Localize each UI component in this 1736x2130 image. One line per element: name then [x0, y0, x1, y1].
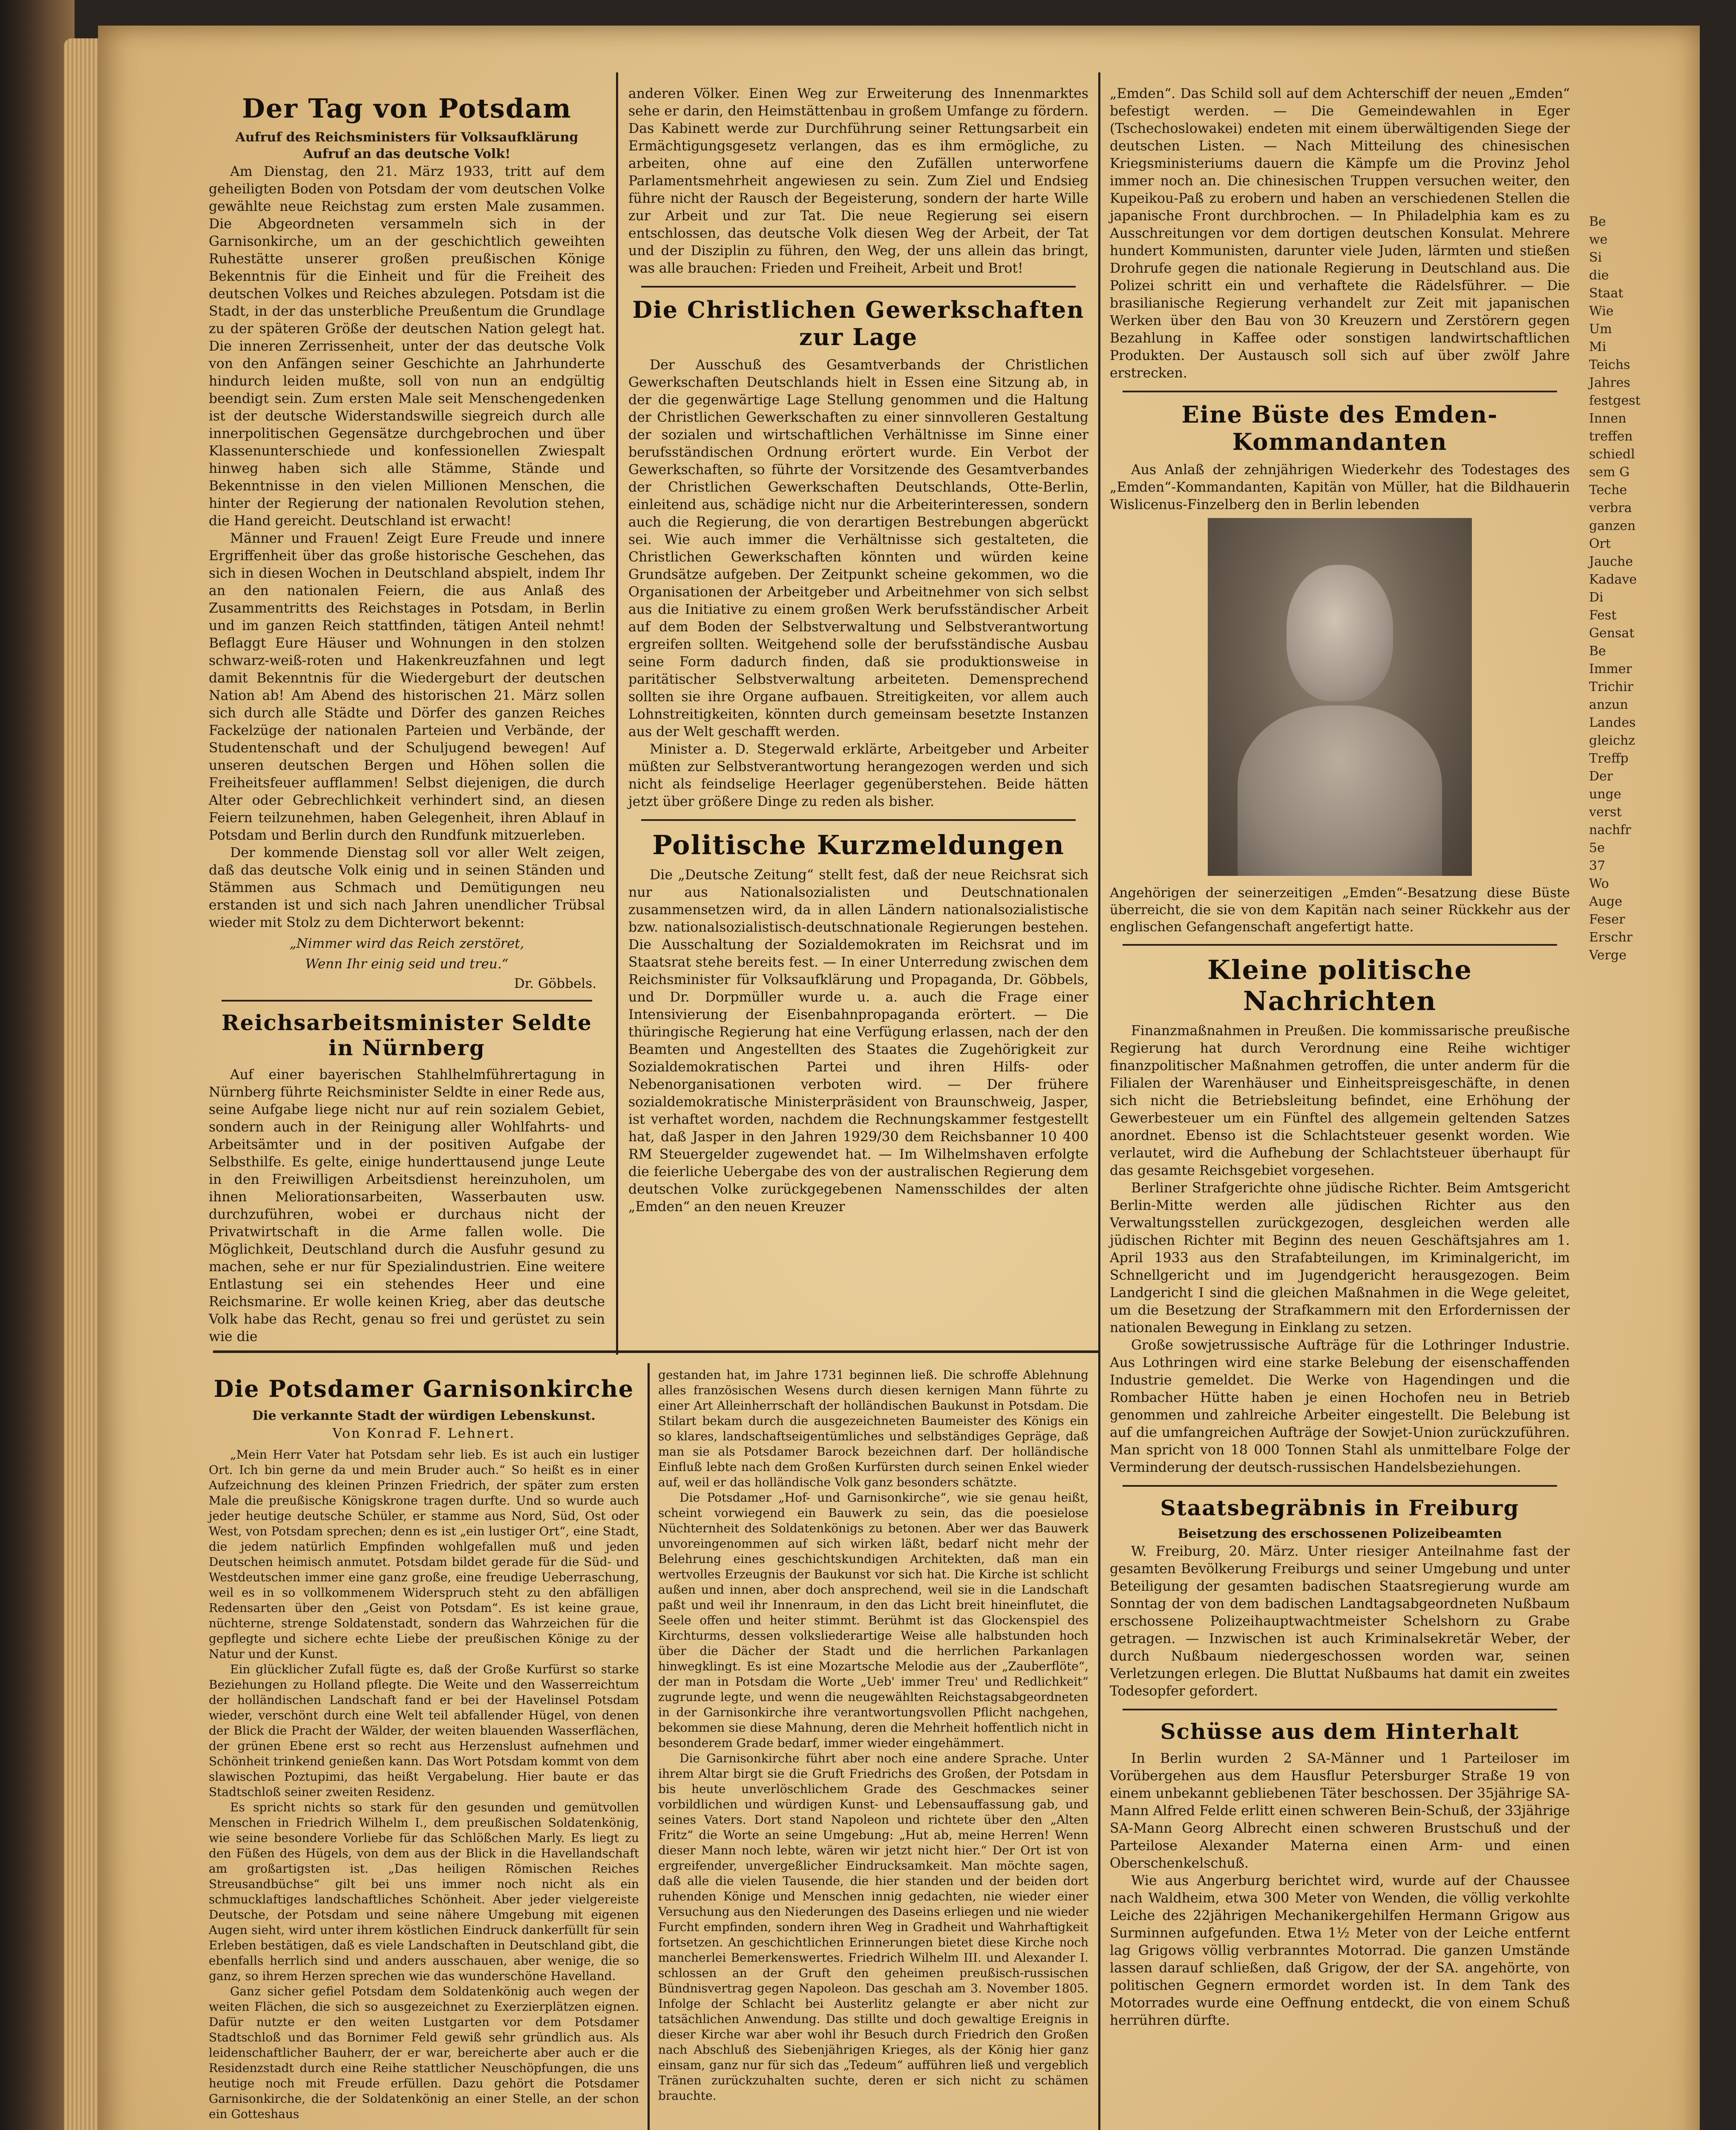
clipped-word: gleichz — [1589, 733, 1635, 748]
clipped-word: Be — [1589, 644, 1606, 659]
article-tag-von-potsdam — [209, 93, 605, 991]
clipped-text — [1585, 85, 1674, 964]
clipped-word: we — [1589, 232, 1608, 247]
clipped-word: Immer — [1589, 662, 1632, 676]
paragraph: W. Freiburg, 20. März. Unter riesiger Anteilnahme fast der gesamten Bevölkerung Freiburgs und seiner Umgebung und unter Beteiligung der gesamten badischen Staatsregierung wurde am Sonntag der von dem badischen Landtagsabgeordneten Nußbaum erschossene Polizeihauptwachtmeister Schelshorn zu Grabe getragen. — Inzwischen ist auch Kriminalsekretär Weber, der durch Nußbaum niedergeschossen worden war, seinen Verletzungen erlegen. Die Bluttat Nußbaums hat damit ein zweites Todesopfer gefordert. — [1110, 1544, 1570, 1699]
article-separator — [641, 286, 1076, 288]
signature: Dr. Göbbels. — [514, 976, 596, 991]
column-rule-2 — [1098, 72, 1100, 2130]
column-3 — [1110, 85, 1570, 2038]
clipped-word: nachfr — [1589, 823, 1631, 838]
paragraph: Aus Anlaß der zehnjährigen Wiederkehr des Todestages des „Emden“-Kommandanten, Kapitän von Müller, hat die Bildhauerin Wislicenus-Finzelberg den in Berlin lebenden — [1110, 462, 1570, 512]
paragraph: Männer und Frauen! Zeigt Eure Freude und innere Ergriffenheit über das große historische Geschehen, das sich in diesen Wochen in Deutschland abspielt, indem Ihr an den nationalen Feiern, die aus Anlaß des Zusammentritts des Reichstages in Potsdam, in Berlin und im ganzen Reich stattfinden, tätigen Anteil nehmt! Beflaggt Eure Häuser und Wohnungen in den stolzen schwarz-weiß-roten und Hakenkreuzfahnen und legt damit Bekenntnis für die Wiedergeburt der deutschen Nation ab! Am Abend des historischen 21. März sollen sich durch alle Städte und Dörfer des ganzen Reiches Fackelzüge der nationalen Parteien und Verbände, der Studentenschaft und der Schuljugend bewegen! Auf unseren deutschen Bergen und Höhen sollen die Freiheitsfeuer aufflammen! Selbst diejenigen, die durch Alter oder Gebrechlichkeit verhindert sind, an diesen Feiern teilzunehmen, haben Gelegenheit, ihren Ablauf in Potsdam und Berlin durch den Rundfunk mitzuerleben. — [209, 531, 605, 843]
subheadline: Beisetzung des erschossenen Polizeibeamten — [1177, 1526, 1502, 1541]
article-kleine-nachrichten — [1110, 954, 1570, 1477]
clipped-word: schiedl — [1589, 447, 1635, 462]
bust-photo — [1208, 518, 1472, 876]
paragraph: Die Potsdamer „Hof- und Garnisonkirche“, wie sie genau heißt, scheint vorwiegend ein Bauwerk zu sein, das die poesielose Nüchternheit des Soldatenkönigs zu betonen. Aber wer das Bauwerk unvoreingenommen auf sich wirken läßt, bedarf nicht mehr der Belehrung eines geschichtskundigen Architekten, daß man ein wertvolles Erzeugnis der Baukunst vor sich hat. Die Kirche ist schlicht außen und innen, aber doch ansprechend, weil sie in die Landschaft paßt und weil ihr Innenraum, in den das Licht breit hineinflutet, die Seele offen und heiter stimmt. Berühmt ist das Glockenspiel des Kirchturms, dessen volksliederartige Weise alle halbstunden hoch über die Dächer der Stadt und die herrlichen Parkanlagen hinwegklingt. Es ist eine Mozartsche Melodie aus der „Zauberflöte“, der man in Potsdam die Worte „Ueb' immer Treu' und Redlichkeit“ zugrunde legte, und wenn die neugewählten Reichstagsabgeordneten in der Garnisonkirche ihre verantwortungsvollen Pflicht nachgehen, bekommen sie diese Mahnung, deren die Mehrheit hoffentlich nicht in besonderem Grade bedarf, immer wieder eingehämmert. — [658, 1491, 1088, 1750]
clipped-word: verst — [1589, 805, 1622, 820]
clipped-word: Fest — [1589, 608, 1617, 623]
photo-caption: Angehörigen der seinerzeitigen „Emden“-Besatzung diese Büste überreicht, die sie von dem Kapitän nach seiner Rückkehr aus der englischen Gefangenschaft angefertigt hatte. — [1110, 885, 1570, 935]
paragraph: Finanzmaßnahmen in Preußen. Die kommissarische preußische Regierung hat durch Verordnung eine Reihe wichtiger finanzpolitischer Maßnahmen getroffen, die unter anderm für die Filialen der Warenhäuser und Einheitspreisgeschäfte, in denen sich nicht die Betriebsleitung befindet, eine Erhöhung der Gewerbesteuer um ein Fünftel des allgemein geltenden Satzes anordnet. Ebenso ist die Schlachtsteuer gesenkt worden. Wie verlautet, wird die Aufhebung der Schlachtsteuer überhaupt für das gesamte Reichsgebiet vorgesehen. — [1110, 1023, 1570, 1178]
paragraph-continued: gestanden hat, im Jahre 1731 beginnen ließ. Die schroffe Ablehnung alles französischen Wesens durch diesen kernigen Mann führte zu einer Art Alleinherrschaft der holländischen Baukunst in Potsdam. Die Stilart bekam durch die ausgezeichneten Baumeister des Königs ein so klares, landschaftseigentümliches und selbständiges Gepräge, daß man sie als Potsdamer Barock bezeichnen darf. Der holländische Einfluß lebte nach dem Großen Kurfürsten durch seinen Enkel wieder auf, weil er das holländische Volk ganz besonders schätzte. — [658, 1368, 1088, 1489]
author-line: Von Konrad F. Lehnert. — [332, 1426, 515, 1441]
article-separator — [222, 1000, 592, 1002]
feuilleton-right — [658, 1367, 1088, 2104]
article-christliche-gewerkschaften — [628, 296, 1088, 811]
paragraph: Minister a. D. Stegerwald erklärte, Arbeitgeber und Arbeiter müßten zur Selbstverantwortung herangezogen werden und sich nicht als feindselige Heerlager gegenüberstehen. Beide hätten jetzt über größere Dinge zu reden als bisher. — [628, 742, 1088, 809]
poem-line: Wenn Ihr einig seid und treu.“ — [305, 956, 509, 972]
article-schuesse — [1110, 1719, 1570, 2029]
paragraph: Ganz sicher gefiel Potsdam dem Soldatenkönig auch wegen der weiten Flächen, die sich so ausgezeichnet zu Exerzierplätzen eignen. Dafür nutzte er den weiten Lustgarten vor dem Potsdamer Stadtschloß und das Bornimer Feld gewiß sehr gründlich aus. Als leidenschaftlicher Bauherr, der er war, bereicherte aber auch er die Residenzstadt durch eine Reihe stattlicher Neuschöpfungen, die uns heutige noch mit Freude erfüllen. Dazu gehört die Potsdamer Garnisonkirche, die der Soldatenkönig an einer Stelle, an der schon ein Gotteshaus — [209, 1984, 639, 2121]
clipped-word: Mi — [1589, 340, 1606, 354]
clipped-word: Gensat — [1589, 626, 1635, 641]
paragraph: Berliner Strafgerichte ohne jüdische Richter. Beim Amtsgericht Berlin-Mitte werden alle jüdischen Richter aus den Verwaltungsstellen zurückgezogen, desgleichen werden alle jüdischen Richter mit Beginn des neuen Geschäftsjahres am 1. April 1933 aus den Strafabteilungen, im Kriminalgericht, im Schnellgericht und im Jugendgericht herausgezogen. Beim Landgericht I sind die gleichen Maßnahmen in die Wege geleitet, um die Besetzung der Strafkammern mit den Erfordernissen der nationalen Bewegung in Einklang zu setzen. — [1110, 1180, 1570, 1336]
article-separator — [1123, 391, 1557, 392]
column-1 — [209, 85, 605, 1354]
headline: Politische Kurzmeldungen — [652, 829, 1065, 861]
clipped-word: Si — [1589, 250, 1602, 265]
paragraph: Es spricht nichts so stark für den gesunden und gemütvollen Menschen in Friedrich Wilhelm I., dem preußischen Soldatenkönig, wie seine besondere Vorliebe für das Schlößchen Marly. Es liegt zu den Füßen des Hügels, von dem aus der Blick in die Havellandschaft am großartigsten ist. „Das heiligen Römischen Reiches Streusandbüchse“ gilt bei uns immer noch nicht als ein schmucklaftiges landschaftliches Schönheit. Aber jeder vielgereiste Deutsche, der Potsdam und seine nähere Umgebung mit eigenen Augen sieht, wird unter ihrem köstlichen Eindruck dankerfüllt für sein Erleben bestätigen, daß es viele Landschaften in Deutschland gibt, die ebenfalls herrlich sind und anders ausschauen, aber wenige, die so ganz, so ihrem Herzen sprechen wie das wunderschöne Havelland. — [209, 1800, 639, 1983]
column-rule-1 — [616, 72, 618, 1355]
newspaper-page — [98, 26, 1700, 2130]
paragraph: „Mein Herr Vater hat Potsdam sehr lieb. Es ist auch ein lustiger Ort. Ich bin gerne da und mein Bruder auch.“ So heißt es in einer Aufzeichnung des kleinen Prinzen Friedrich, der später zum ersten Male die preußische Königskrone tragen durfte. Und so wurde auch jeder heutige deutsche Schüler, er stamme aus Nord, Süd, Ost oder West, von Potsdam sprechen; denn es ist „ein lustiger Ort“, eine Stadt, die jedem natürlich Empfinden wohlgefallen muß und jeden Deutschen heimisch anmutet. Potsdam bildet gerade für die Süd- und Westdeutschen immer eine ganz große, eine freudige Ueberraschung, weil es in so vollkommenem Widerspruch steht zu den abfälligen Redensarten über den „Geist von Potsdam“. Es ist keine graue, nüchterne, strenge Soldatenstadt, sondern das Wahrzeichen für die gepflegte und sichere echte Liebe der preußischen Könige zu der Natur und der Kunst. — [209, 1448, 639, 1661]
clipped-word: Teche — [1589, 483, 1627, 498]
clipped-word: Um — [1589, 322, 1612, 337]
clipped-word: Innen — [1589, 411, 1627, 426]
clipped-word: Di — [1589, 590, 1604, 605]
paragraph: Der Ausschuß des Gesamtverbands der Christlichen Gewerkschaften Deutschlands hielt in Essen eine Sitzung ab, in der die gegenwärtige Lage Stellung genommen und die Haltung der Christlichen Gewerkschaften zu einer sinnvolleren Gestaltung der sozialen und wirtschaftlichen Verhältnisse im Sinne einer berufsständischen Ordnung erörtert wurde. Ein Verbot der Gewerkschaften, so führte der Vorsitzende des Gesamtverbandes der Christlichen Gewerkschaften Deutschlands, Otte-Berlin, einleitend aus, schädige nicht nur die Arbeiterinteressen, sondern auch die Regierung, die von derartigen Bestrebungen abgerückt sei. Wie auch immer die Verhältnisse sich gestalteten, die Christlichen Gewerkschaften könnten und würden keine Grundsätze aufgeben. Der Zeitpunkt scheine gekommen, wo die Organisationen der Arbeitgeber und Arbeitnehmer von sich selbst aus die Initiative zu einem großen Werk berufsständischer Arbeit auf dem Boden der Selbstverwaltung und Selbstverantwortung ergreifen sollten. Weitgehend solle der berufsständische Ausbau seine Form dadurch finden, daß sie produktionsweise in paritätischer Selbstverwaltung arbeiteten. Demensprechend sollten sie ihre Organe aufbauen. Streitigkeiten, vor allem auch Lohnstreitigkeiten, könnten durch gemeinsam besetzte Instanzen aus der Welt geschafft werden. — [628, 357, 1088, 740]
column-rule-3 — [648, 1363, 650, 2130]
headline: Die Potsdamer Garnisonkirche — [213, 1375, 634, 1402]
subheadline: Aufruf des Reichsministers für Volksaufklärung — [235, 130, 579, 145]
article-emden-buste — [1110, 401, 1570, 935]
article-separator — [1123, 1485, 1557, 1487]
clipped-word: 37 — [1589, 858, 1606, 873]
feuilleton-left — [209, 1367, 639, 2122]
book-spine — [0, 0, 75, 2130]
headline: Der Tag von Potsdam — [242, 93, 572, 124]
clipped-word: die — [1589, 268, 1609, 283]
clipped-word: unge — [1589, 787, 1621, 802]
headline: Kleine politische Nachrichten — [1207, 954, 1472, 1016]
paragraph-continued: anderen Völker. Einen Weg zur Erweiterung des Innenmarktes sehe er darin, den Heimstättenbau in großem Umfange zu fördern. Das Kabinett werde zur Durchführung seiner Rettungsarbeit ein Ermächtigungsgesetz verlangen, das es ihm ermögliche, zu arbeiten, ohne auf eine den Zufällen unterworfene Parlamentsmehrheit angewiesen zu sein. Zum Ziel und Endsieg führe nicht der Rausch der Begeisterung, sondern der harte Wille zur Arbeit und zur Tat. Die neue Regierung sei eisern entschlossen, das deutsche Volk diesen Weg der Arbeit, der Tat und der Disziplin zu führen, den Weg, der uns allein das bringt, was alle brauchen: Frieden und Freiheit, Arbeit und Brot! — [628, 86, 1088, 276]
article-separator — [1123, 944, 1557, 946]
clipped-word: Der — [1589, 769, 1613, 784]
clipped-word: Wo — [1589, 876, 1609, 891]
clipped-word: sem G — [1589, 465, 1630, 480]
headline: Eine Büste des Emden-Kommandanten — [1181, 401, 1498, 455]
paragraph: Die „Deutsche Zeitung“ stellt fest, daß der neue Reichsrat sich nur aus Nationalsozialisten und Deutschnationalen zusammensetzen wird, da in allen Ländern nationalsozialistische bzw. nationalsozialistisch-deutschnationale Regierungen bestehen. Die Ausschaltung der Sozialdemokraten im Reichsrat und im Staatsrat stehe bereits fest. — In einer Unterredung zwischen dem Reichsminister für Volksaufklärung und Propaganda, Dr. Göbbels, und Dr. Dorpmüller wurde u. a. auch die Frage einer Intensivierung der Eisenbahnpropaganda erörtert. — Die thüringische Regierung hat eine Verfügung erlassen, nach der den Beamten und Angestellten des Staates die Zugehörigkeit zur Sozialdemokratischen Partei und ihren Hilfs- oder Nebenorganisationen verboten wird. — Der frühere sozialdemokratische Ministerpräsident von Braunschweig, Jasper, ist verhaftet worden, nachdem die Rechnungskammer festgestellt hat, daß Jasper in den Jahren 1929/30 dem Reichsbanner 10 400 RM Steuergelder zugewendet hat. — Im Wilhelmshaven erfolgte die feierliche Uebergabe des von der australischen Regierung dem deutschen Volke zurückgegebenen Namensschildes der alten „Emden“ an den neuen Kreuzer — [628, 867, 1088, 1215]
paragraph: Ein glücklicher Zufall fügte es, daß der Große Kurfürst so starke Beziehungen zu Holland pflegte. Die Weite und den Wasserreichtum der holländischen Landschaft fand er bei der Havelinsel Potsdam wieder, verschönt durch eine Welt teil abfallender Hügel, von denen der Blick die Pracht der Wälder, der weiten blauenden Wasserflächen, der grünen Ebene erst so recht aus Herzenslust aufnehmen und Schönheit trinkend genießen kann. Das Wort Potsdam kommt von dem slawischen Poztupimi, das heißt Vergabelung. Hier baute er das Stadtschloß seiner zweiten Residenz. — [209, 1662, 639, 1799]
clipped-word: treffen — [1589, 429, 1633, 444]
article-separator — [1123, 1709, 1557, 1710]
clipped-word: Wie — [1589, 304, 1614, 319]
clipped-word: Verge — [1589, 948, 1627, 963]
headline: Schüsse aus dem Hinterhalt — [1160, 1719, 1520, 1744]
clipped-word: Teichs — [1589, 357, 1630, 372]
clipped-word: Ort — [1589, 536, 1611, 551]
paragraph: Große sowjetrussische Aufträge für die Lothringer Industrie. Aus Lothringen wird eine starke Belebung der eisenschaffenden Industrie gemeldet. Die Werke von Hagendingen und die Rombacher Hütte haben je einen Hochofen neu in Betrieb genommen und zahlreiche Arbeiter eingestellt. Die Belebung ist auf die umfangreichen Aufträge der Sowjet-Union zurückzuführen. Man spricht von 18 000 Tonnen Stahl als unmittelbare Folge der Verminderung der deutsch-russischen Handelsbeziehungen. — [1110, 1338, 1570, 1475]
clipped-word: Be — [1589, 214, 1606, 229]
clipped-word: Treffp — [1589, 751, 1629, 766]
clipped-word: Jauche — [1589, 554, 1633, 569]
clipped-word: Jahres — [1589, 375, 1630, 390]
clipped-word: Staat — [1589, 286, 1624, 301]
headline: Reichsarbeitsminister Seldte in Nürnberg — [222, 1010, 592, 1060]
headline: Die Christlichen Gewerkschaften zur Lage — [632, 296, 1085, 351]
clipped-word: Kadave — [1589, 572, 1637, 587]
clipped-word: 5e — [1589, 840, 1605, 855]
article-separator — [641, 819, 1076, 821]
paragraph-continued: „Emden“. Das Schild soll auf dem Achterschiff der neuen „Emden“ befestigt werden. — Die Gemeindewahlen in Eger (Tschechoslowakei) endeten mit einem überwältigenden Siege der deutschen Listen. — Nach Mitteilung des chinesischen Kriegsministeriums dauern die Kämpfe um die Provinz Jehol immer noch an. Die chinesischen Truppen versuchen weiter, den Kupeikou-Paß zu erobern und haben an verschiedenen Stellen die japanische Front durchbrochen. — In Philadelphia kam es zu Ausschreitungen vor dem dortigen deutschen Konsulat. Mehrere hundert Kommunisten, darunter viele Juden, lärmten und stießen Drohrufe gegen die nationale Regierung in Deutschland aus. Die Polizei schritt ein und verhaftete die Rädelsführer. — Die brasilianische Regierung verhandelt zur Zeit mit japanischen Werken über den Bau von 30 Kreuzern und Zerstörern gegen Bezahlung in Kaffee oder sonstigen landwirtschaftlichen Produkten. Der Austausch soll sich auf über zwölf Jahre erstrecken. — [1110, 86, 1570, 381]
clipped-word: ganzen — [1589, 518, 1636, 533]
bust-head — [1287, 565, 1393, 701]
paragraph: Die Garnisonkirche führt aber noch eine andere Sprache. Unter ihrem Altar birgt sie die Gruft Friedrichs des Großen, der Potsdam in bis heute unverlöschlichem Grade des Geschmackes seiner vorbildlichen und würdigen Kunst- und Lebensauffassung gab, und seines Vaters. Dort stand Napoleon und richtete über den „Alten Fritz“ die Worte an seine Umgebung: „Hut ab, meine Herren! Wenn dieser Mann noch lebte, wären wir jetzt nicht hier.“ Der Ort ist von ergreifender, unvergeßlicher Eindrucksamkeit. Man möchte sagen, daß alle die vielen Tausende, die hier standen und der beiden dort ruhenden Könige und Menschen innig gedachten, nie wieder einer Versuchung aus den Niederungen des Daseins erliegen und nie wieder Furcht empfinden, sondern ihren Weg in Gradheit und Wahrhaftigkeit fortsetzen. An geschichtlichen Erinnerungen bietet diese Kirche noch mancherlei Bemerkenswertes. Friedrich Wilhelm III. und Alexander I. schlossen an der Gruft den geheimen preußisch-russischen Bündnisvertrag gegen Napoleon. Das geschah am 3. November 1805. Infolge der Schlacht bei Austerlitz gelangte er aber nicht zur tatsächlichen Anwendung. Das stillte und doch gewaltige Ereignis in dieser Kirche war aber wohl ihr Besuch durch Friedrich den Großen nach Abschluß des Siebenjährigen Krieges, als der König hier ganz einsam, ganz nur für sich das „Tedeum“ aufführen ließ und vergeblich Tränen zurückzuhalten suchte, deren er sich nicht zu schämen brauchte. — [658, 1751, 1088, 2103]
paragraph: Der kommende Dienstag soll vor aller Welt zeigen, daß das deutsche Volk einig und in seinen Ständen und Stämmen aus Schmach und Demütigungen neu erstanden ist und sich nach Jahren unendlicher Trübsal wieder mit Stolz zu dem Dichterwort bekennt: — [209, 845, 605, 930]
clipped-word: Auge — [1589, 894, 1622, 909]
clipped-word: Feser — [1589, 912, 1625, 927]
clipped-word: Erschr — [1589, 930, 1633, 945]
paragraph: Am Dienstag, den 21. März 1933, tritt auf dem geheiligten Boden von Potsdam der vom deutschen Volke gewählte neue Reichstag zum ersten Male zusammen. Die Abgeordneten versammeln sich in der Garnisonkirche, um an der geschichtlich geweihten Ruhestätte unserer großen preußischen Könige Bekenntnis für die Einheit und für die Freiheit des deutschen Volkes und Reiches abzulegen. Potsdam ist die Stadt, in der das unsterbliche Preußentum die Grundlage zu der späteren Größe der deutschen Nation gelegt hat. Die inneren Zerrissenheit, unter der das deutsche Volk von den Anfängen seiner Geschichte an Jahrhunderte hindurch leiden mußte, soll von nun an endgültig beendigt sein. Zum ersten Male seit Menschengedenken ist der deutsche Widerstandswille siegreich durch alle innerpolitischen Gegensätze durchgebrochen und über Klassenunterschiede und konfessionellen Zwiespalt hinweg haben sich alle Stämme, Stände und Bekenntnisse in den vielen Millionen Menschen, die hinter der Regierung der nationalen Revolution stehen, die Hand gereicht. Deutschland ist erwacht! — [209, 164, 605, 529]
article-seldte — [209, 1010, 605, 1346]
paragraph: Wie aus Angerburg berichtet wird, wurde auf der Chaussee nach Waldheim, etwa 300 Meter von Wenden, die völlig verkohlte Leiche des 22jährigen Mechanikergehilfen Hermann Grigow aus Surminnen aufgefunden. Etwa 1½ Meter von der Leiche entfernt lag Grigows völlig verbranntes Motorrad. Die ganzen Umstände lassen darauf schließen, daß Grigow, der der SA. angehörte, von politischen Gegnern ermordet worden ist. In dem Tank des Motorrades wurde eine Oeffnung entdeckt, die von einem Schuß herrühren dürfte. — [1110, 1873, 1570, 2028]
article-kurzmeldungen — [628, 829, 1088, 1216]
clipped-word: Landes — [1589, 715, 1636, 730]
subheadline: Die verkannte Stadt der würdigen Lebenskunst. — [252, 1408, 596, 1423]
poem-line: „Nimmer wird das Reich zerstöret, — [289, 936, 524, 951]
clipped-word: festgest — [1589, 393, 1641, 408]
clipped-word: anzun — [1589, 697, 1628, 712]
article-staatsbegraebnis — [1110, 1495, 1570, 1700]
paragraph: Auf einer bayerischen Stahlhelmführertagung in Nürnberg führte Reichsminister Seldte in einer Rede aus, seine Aufgabe liege nicht nur auf rein sozialem Gebiet, sondern auch in der Reinigung aller Wohlfahrts- und Arbeitsämter und in der positiven Aufgabe der Selbsthilfe. Es gelte, einige hunderttausend junge Leute in den Freiwilligen Arbeitsdienst hereinzuholen, um ihnen Meliorationsarbeiten, Wasserbauten usw. durchzuführen, wobei er durchaus nicht der Privatwirtschaft in die Arme fallen wolle. Die Möglichkeit, Deutschland durch die Ausfuhr gesund zu machen, sehe er nur für Spezialindustrien. Eine weitere Entlastung sei ein stehendes Heer und eine Reichsmarine. Er wolle keinen Krieg, aber das deutsche Volk habe das Recht, genau so frei und gerüstet zu sein wie die — [209, 1067, 605, 1344]
paragraph: In Berlin wurden 2 SA-Männer und 1 Parteiloser im Vorübergehen aus dem Hausflur Petersburger Straße 19 von einem unbekannt gebliebenen Täter beschossen. Der 35jährige SA-Mann Alfred Felde erlitt einen schweren Bein-Schuß, der 33jährige SA-Mann Georg Albrecht einen schweren Brustschuß und der Parteilose Alexander Materna einen Arm- und einen Oberschenkelschuß. — [1110, 1751, 1570, 1871]
clipped-word: Trichir — [1589, 679, 1634, 694]
subheadline-2: Aufruf an das deutsche Volk! — [303, 147, 511, 161]
clipped-right-column — [1585, 85, 1687, 2130]
column-2 — [628, 85, 1088, 1224]
headline: Staatsbegräbnis in Freiburg — [1160, 1495, 1520, 1520]
clipped-word: verbra — [1589, 501, 1632, 515]
bust-body — [1238, 705, 1442, 876]
